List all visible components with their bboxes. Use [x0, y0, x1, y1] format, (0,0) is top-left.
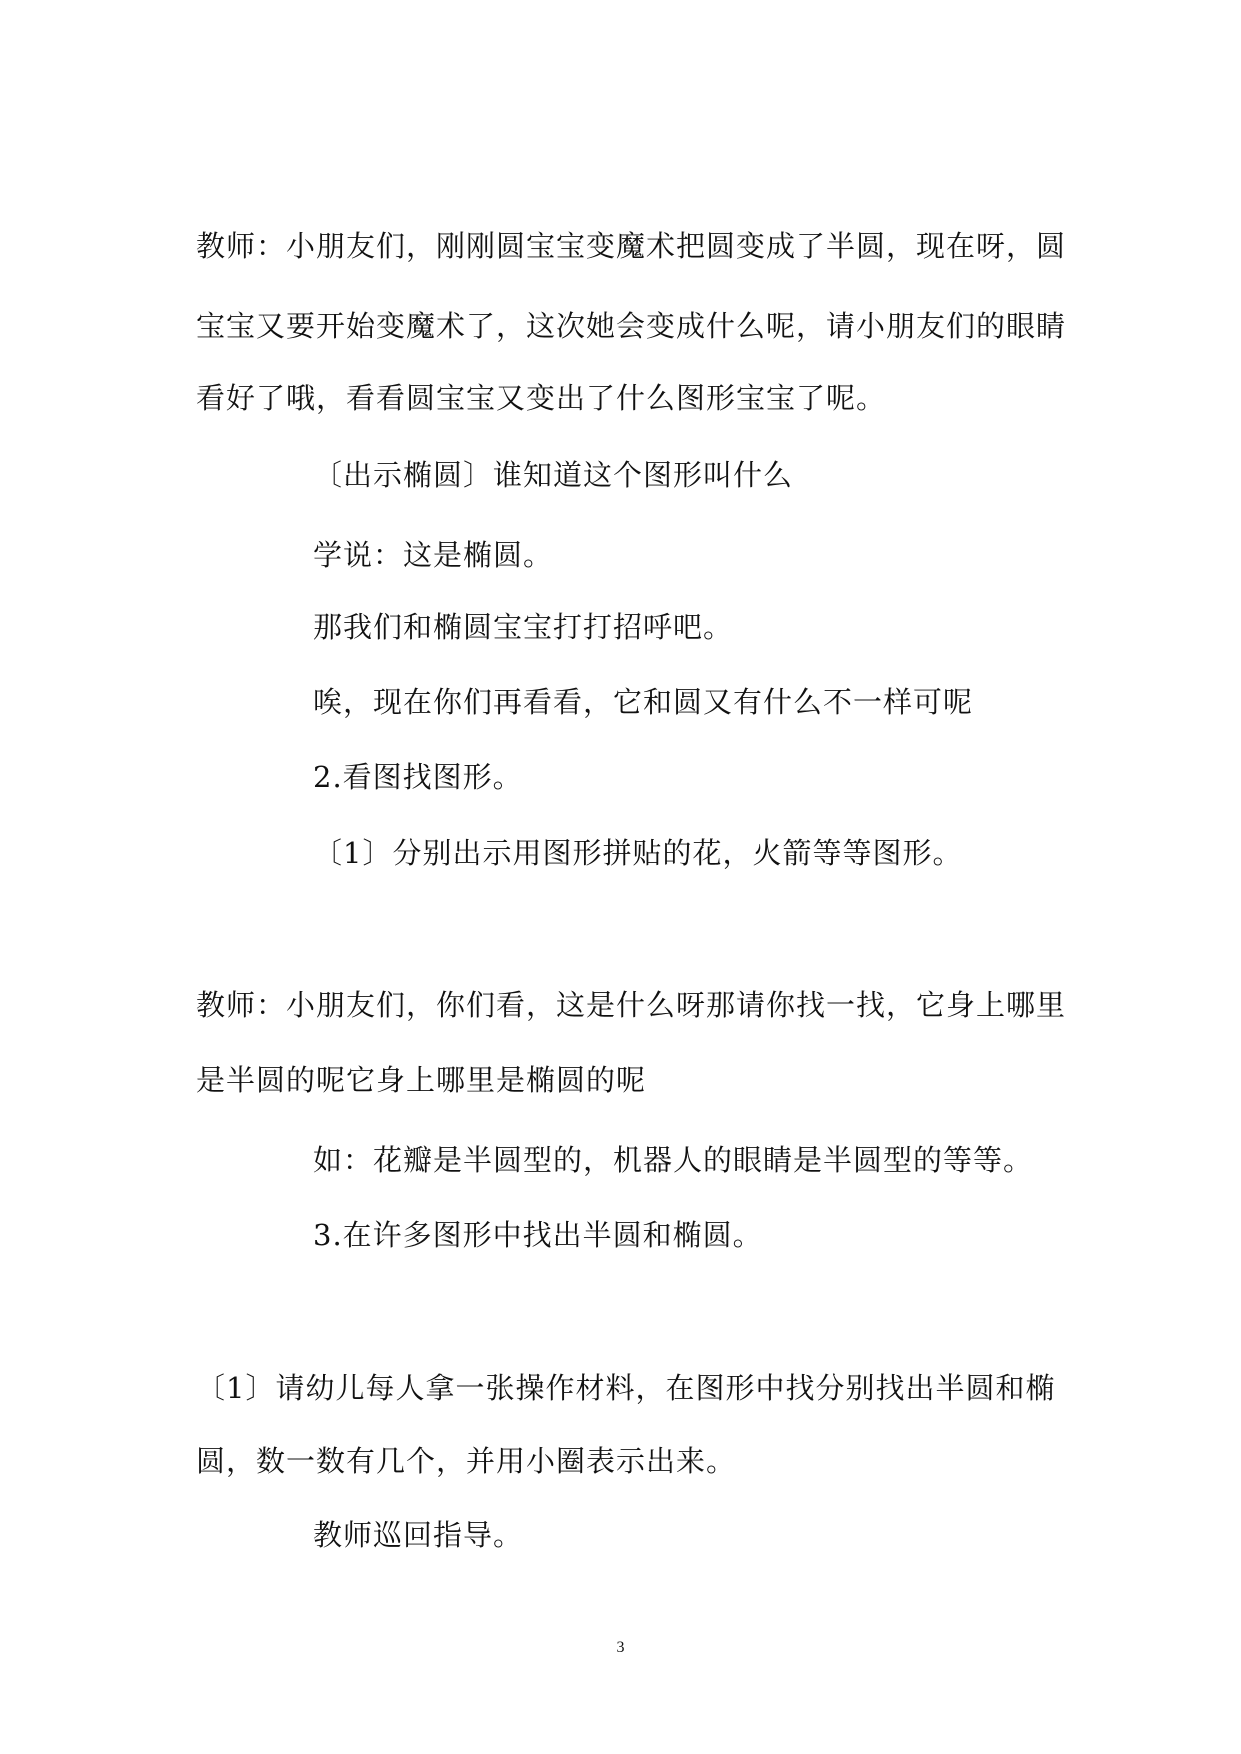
paragraph-line: 教师：小朋友们，刚刚圆宝宝变魔术把圆变成了半圆，现在呀，圆 — [196, 229, 1067, 263]
paragraph-line: 如：花瓣是半圆型的，机器人的眼睛是半圆型的等等。 — [313, 1143, 1034, 1177]
paragraph-line: 看好了哦，看看圆宝宝又变出了什么图形宝宝了呢。 — [196, 381, 887, 415]
paragraph-line: 〔出示椭圆〕谁知道这个图形叫什么 — [313, 458, 794, 492]
paragraph-line: 唉，现在你们再看看，它和圆又有什么不一样可呢 — [313, 685, 974, 719]
paragraph-line: 2.看图找图形。 — [313, 760, 523, 794]
paragraph-line: 〔1〕分别出示用图形拼贴的花，火箭等等图形。 — [313, 836, 963, 870]
paragraph-line: 是半圆的呢它身上哪里是椭圆的呢 — [196, 1063, 647, 1097]
paragraph-line: 教师：小朋友们，你们看，这是什么呀那请你找一找，它身上哪里 — [196, 988, 1067, 1022]
paragraph-line: 宝宝又要开始变魔术了，这次她会变成什么呢，请小朋友们的眼睛 — [196, 309, 1067, 343]
paragraph-line: 教师巡回指导。 — [313, 1518, 524, 1552]
paragraph-line: 3.在许多图形中找出半圆和椭圆。 — [313, 1218, 763, 1252]
paragraph-line: 那我们和椭圆宝宝打打招呼吧。 — [313, 610, 734, 644]
paragraph-line: 圆，数一数有几个，并用小圈表示出来。 — [196, 1444, 737, 1478]
paragraph-line: 学说：这是椭圆。 — [313, 538, 554, 572]
paragraph-line: 〔1〕请幼儿每人拿一张操作材料，在图形中找分别找出半圆和椭 — [196, 1371, 1056, 1405]
page-number: 3 — [616, 1639, 625, 1656]
